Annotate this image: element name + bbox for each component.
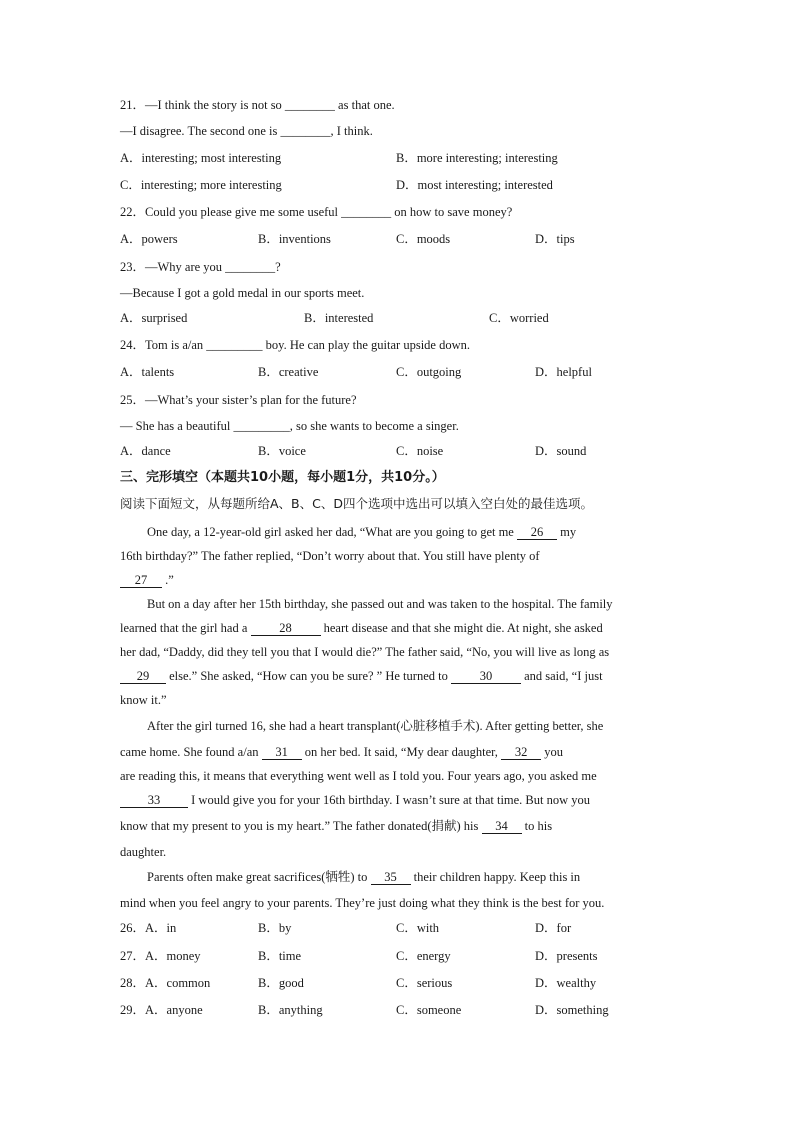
- q24-option-d: D．helpful: [535, 365, 592, 379]
- passage-text: heart disease and that she might die. At night, she asked: [320, 621, 603, 635]
- q26-option-b: B．by: [258, 921, 292, 935]
- q26-option-a: 26．A．in: [120, 921, 177, 935]
- blank-26: 26: [517, 525, 557, 540]
- passage-line: [120, 620, 603, 636]
- blank-35: 35: [371, 870, 411, 885]
- q22-option-b: B．inventions: [258, 232, 331, 246]
- q22-option-d: D．tips: [535, 232, 575, 246]
- q23-option-c: C．worried: [489, 311, 549, 325]
- passage-line: [120, 744, 563, 760]
- passage-text: I would give you for your 16th birthday. I wasn’t sure at that time. But now you: [188, 793, 591, 807]
- q25-option-b: B．voice: [258, 444, 306, 458]
- q22-option-a: A．powers: [120, 232, 178, 246]
- passage-text: came home. She found a/an: [120, 745, 262, 759]
- passage-text: my: [556, 525, 577, 539]
- q25-option-d: D．sound: [535, 444, 587, 458]
- blank-30: 30: [451, 669, 521, 684]
- q24-option-b: B．creative: [258, 365, 319, 379]
- question-24-stem: 24．Tom is a/an _________ boy. He can play the guitar upside down.: [120, 338, 470, 352]
- passage-text: know that my present to you is my heart.” The father donated(捐献) his: [120, 819, 482, 833]
- passage-text: else.” She asked, “How can you be sure? ” He turned to: [166, 669, 451, 683]
- passage-line: [120, 792, 590, 808]
- q29-option-b: B．anything: [258, 1003, 323, 1017]
- q29-option-c: C．someone: [396, 1003, 462, 1017]
- passage-text: learned that the girl had a: [120, 621, 251, 635]
- passage-text: .”: [162, 573, 174, 587]
- passage-text: on her bed. It said, “My dear daughter,: [301, 745, 502, 759]
- passage-line: [147, 869, 580, 885]
- q21-option-a: A．interesting; most interesting: [120, 151, 282, 165]
- passage-text: their children happy. Keep this in: [410, 870, 581, 884]
- q29-option-d: D．something: [535, 1003, 609, 1017]
- q24-option-a: A．talents: [120, 365, 175, 379]
- passage-line: [147, 524, 576, 540]
- passage-line: [120, 668, 603, 684]
- passage-line: 16th birthday?” The father replied, “Don’t worry about that. You still have plenty of: [120, 549, 540, 563]
- section-heading: 三、完形填空（本题共10小题，每小题1分，共10分。）: [120, 470, 445, 485]
- blank-32: 32: [501, 745, 541, 760]
- passage-line: But on a day after her 15th birthday, she passed out and was taken to the hospital. The family: [147, 597, 613, 611]
- q21-option-b: B．more interesting; interesting: [396, 151, 558, 165]
- passage-text: you: [541, 745, 563, 759]
- q26-option-c: C．with: [396, 921, 440, 935]
- passage-line: mind when you feel angry to your parents. They’re just doing what they think is the best for you.: [120, 896, 605, 910]
- blank-29: 29: [120, 669, 166, 684]
- blank-28: 28: [251, 621, 321, 636]
- q27-option-d: D．presents: [535, 949, 598, 963]
- q21-option-c: C．interesting; more interesting: [120, 178, 282, 192]
- question-22-stem: 22．Could you please give me some useful ________ on how to save money?: [120, 205, 513, 219]
- question-21-reply: —I disagree. The second one is ________, I think.: [120, 124, 373, 138]
- blank-34: 34: [482, 819, 522, 834]
- blank-31: 31: [262, 745, 302, 760]
- passage-line: are reading this, it means that everything went well as I told you. Four years ago, you asked me: [120, 769, 597, 783]
- q26-option-d: D．for: [535, 921, 572, 935]
- q25-option-c: C．noise: [396, 444, 444, 458]
- passage-line: her dad, “Daddy, did they tell you that I would die?” The father said, “No, you will live as long as: [120, 645, 610, 659]
- question-25-stem: 25．—What’s your sister’s plan for the future?: [120, 393, 357, 407]
- passage-line: [120, 572, 174, 588]
- q27-option-a: 27．A．money: [120, 949, 201, 963]
- q29-option-a: 29．A．anyone: [120, 1003, 203, 1017]
- q24-option-c: C．outgoing: [396, 365, 462, 379]
- passage-line: After the girl turned 16, she had a heart transplant(心脏移植手术). After getting better, she: [147, 719, 604, 733]
- blank-33: 33: [120, 793, 188, 808]
- passage-text: and said, “I just: [520, 669, 603, 683]
- q21-option-d: D．most interesting; interested: [396, 178, 553, 192]
- question-23-reply: —Because I got a gold medal in our sports meet.: [120, 286, 365, 300]
- q23-option-a: A．surprised: [120, 311, 188, 325]
- q27-option-c: C．energy: [396, 949, 451, 963]
- passage-line: daughter.: [120, 845, 167, 859]
- question-21-stem: 21．—I think the story is not so ________ as that one.: [120, 98, 395, 112]
- question-23-stem: 23．—Why are you ________?: [120, 260, 281, 274]
- q28-option-d: D．wealthy: [535, 976, 597, 990]
- passage-line: know it.”: [120, 693, 167, 707]
- q28-option-a: 28．A．common: [120, 976, 211, 990]
- passage-text: One day, a 12-year-old girl asked her dad, “What are you going to get me: [147, 525, 517, 539]
- question-25-reply: — She has a beautiful _________, so she wants to become a singer.: [120, 419, 459, 433]
- passage-text: Parents often make great sacrifices(牺牲) to: [147, 870, 371, 884]
- passage-text: to his: [521, 819, 553, 833]
- blank-27: 27: [120, 573, 162, 588]
- passage-line: [120, 818, 552, 834]
- q23-option-b: B．interested: [304, 311, 374, 325]
- section-instruction: 阅读下面短文，从每题所给A、B、C、D四个选项中选出可以填入空白处的最佳选项。: [120, 496, 593, 511]
- q25-option-a: A．dance: [120, 444, 171, 458]
- q22-option-c: C．moods: [396, 232, 451, 246]
- q27-option-b: B．time: [258, 949, 302, 963]
- q28-option-c: C．serious: [396, 976, 453, 990]
- q28-option-b: B．good: [258, 976, 304, 990]
